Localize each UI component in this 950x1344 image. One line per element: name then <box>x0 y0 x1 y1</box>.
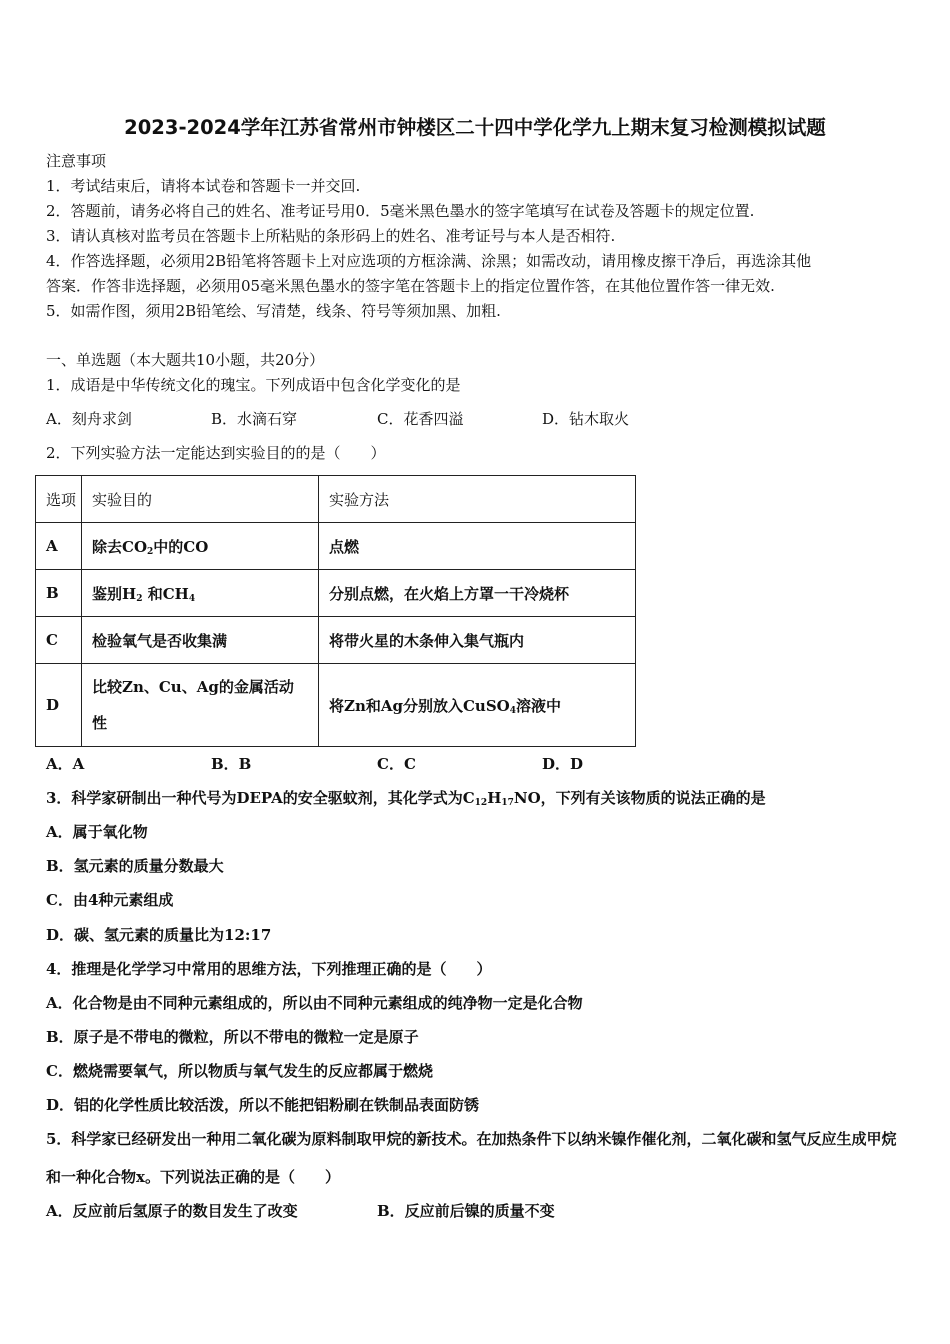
notice-item: 4．作答选择题，必须用2B铅笔将答题卡上对应选项的方框涂满、涂黑；如需改动，请用橡皮擦干净后，再选涂其他 <box>46 252 812 270</box>
table-header-row <box>36 476 636 523</box>
table-cell-method: 将Zn和Ag分别放入CuSO$_4$溶液中 <box>319 664 636 747</box>
table-header: 实验目的 <box>82 476 319 523</box>
q1-stem: 1．成语是中华传统文化的瑰宝。下列成语中包含化学变化的是 <box>46 376 461 394</box>
table-header: 实验方法 <box>319 476 636 523</box>
q3-option-d: D．碳、氢元素的质量比为12:17 <box>46 926 272 944</box>
q3-option-c: C．由4种元素组成 <box>46 891 174 909</box>
q1-option-a: A．刻舟求剑 <box>46 410 132 428</box>
notice-heading: 注意事项 <box>46 152 107 170</box>
q3-option-b: B．氢元素的质量分数最大 <box>46 857 224 875</box>
table-cell-method: 将带火星的木条伸入集气瓶内 <box>319 617 636 664</box>
q1-option-b: B．水滴石穿 <box>211 410 298 428</box>
notice-item: 答案．作答非选择题，必须用05毫米黑色墨水的签字笔在答题卡上的指定位置作答，在其他位置作答一律无效. <box>46 277 775 295</box>
table-cell-method: 分别点燃，在火焰上方罩一干冷烧杯 <box>319 570 636 617</box>
table-cell-option: C <box>36 617 82 664</box>
section-heading: 一、单选题（本大题共10小题，共20分） <box>46 351 325 369</box>
notice-item: 2．答题前，请务必将自己的姓名、准考证号用0．5毫米黑色墨水的签字笔填写在试卷及答题卡的规定位置. <box>46 202 755 220</box>
table-cell-goal: 除去$CO_2$中的CO <box>82 523 319 570</box>
table-row <box>36 570 636 617</box>
notice-item: 1．考试结束后，请将本试卷和答题卡一并交回. <box>46 177 361 195</box>
q3-stem: 3．科学家研制出一种代号为DEPA的安全驱蚊剂，其化学式为$C_{12}H_{17}NO$，下列有关该物质的说法正确的是 <box>46 789 766 808</box>
experiment-table <box>35 475 636 747</box>
q4-option-d: D．铝的化学性质比较活泼，所以不能把铝粉刷在铁制品表面防锈 <box>46 1096 480 1114</box>
q2-option-a: A．A <box>46 755 85 773</box>
table-cell-goal: 鉴别$H_2$ 和$CH_4$ <box>82 570 319 617</box>
page-title: 2023-2024学年江苏省常州市钟楼区二十四中学化学九上期末复习检测模拟试题 <box>124 116 826 139</box>
q4-stem: 4．推理是化学学习中常用的思维方法，下列推理正确的是（ ） <box>46 960 492 978</box>
q2-option-d: D．D <box>542 755 584 773</box>
q2-option-b: B．B <box>211 755 252 773</box>
q5-stem: 5．科学家已经研发出一种用二氧化碳为原料制取甲烷的新技术。在加热条件下以纳米镍作催化剂，二氧化碳和氢气反应生成甲烷和一种化合物x。下列说法正确的是（ ） <box>46 1130 897 1186</box>
q4-option-b: B．原子是不带电的微粒，所以不带电的微粒一定是原子 <box>46 1028 419 1046</box>
notice-item: 3．请认真核对监考员在答题卡上所粘贴的条形码上的姓名、准考证号与本人是否相符. <box>46 227 616 245</box>
table-cell-option: D <box>36 664 82 747</box>
q2-option-c: C．C <box>377 755 416 773</box>
q5-option-a: A．反应前后氢原子的数目发生了改变 <box>46 1202 298 1220</box>
table-header: 选项 <box>36 476 82 523</box>
table-cell-method: 点燃 <box>319 523 636 570</box>
q2-stem: 2．下列实验方法一定能达到实验目的的是（ ） <box>46 444 386 462</box>
table-cell-option: B <box>36 570 82 617</box>
q5-option-b: B．反应前后镍的质量不变 <box>377 1202 555 1220</box>
q4-option-c: C．燃烧需要氧气，所以物质与氧气发生的反应都属于燃烧 <box>46 1062 433 1080</box>
table-row <box>36 617 636 664</box>
table-cell-option: A <box>36 523 82 570</box>
table-cell-goal: 检验氧气是否收集满 <box>82 617 319 664</box>
table-row <box>36 523 636 570</box>
q4-option-a: A．化合物是由不同种元素组成的，所以由不同种元素组成的纯净物一定是化合物 <box>46 994 583 1012</box>
table-row <box>36 664 636 747</box>
table-cell-goal: 比较Zn、Cu、Ag的金属活动性 <box>82 664 319 747</box>
notice-item: 5．如需作图，须用2B铅笔绘、写清楚，线条、符号等须加黑、加粗. <box>46 302 501 320</box>
q1-option-d: D．钻木取火 <box>542 410 630 428</box>
q3-option-a: A．属于氧化物 <box>46 823 148 841</box>
q1-option-c: C．花香四溢 <box>377 410 464 428</box>
